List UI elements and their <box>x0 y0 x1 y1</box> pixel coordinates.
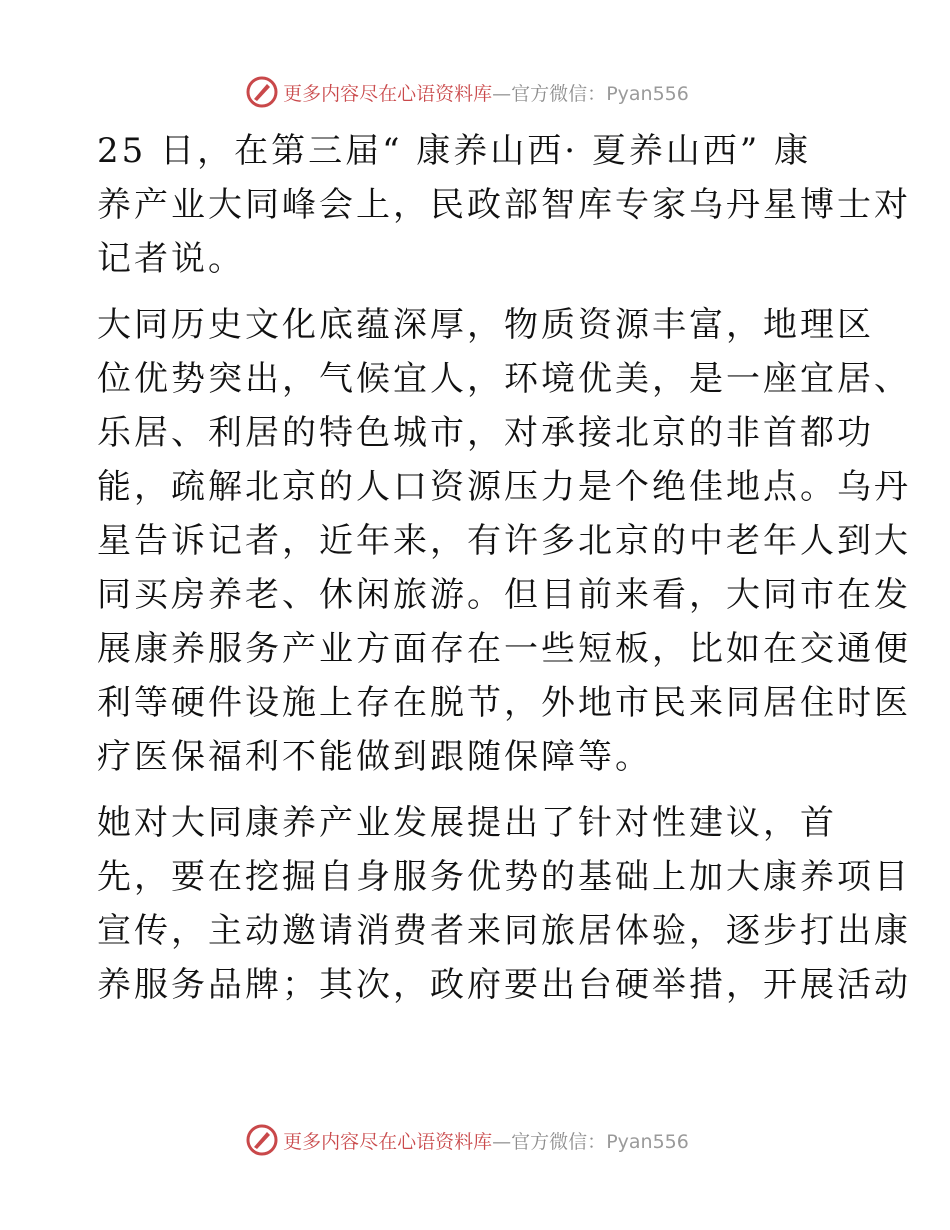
text-line: 利等硬件设施上存在脱节，外地市民来同居住时医 <box>97 683 911 723</box>
text-line: 星告诉记者，近年来，有许多北京的中老年人到大 <box>97 521 911 561</box>
watermark-main-text: 更多内容尽在心语资料库 <box>283 1130 493 1153</box>
text-line: 养产业大同峰会上，民政部智库专家乌丹星博士对 <box>97 185 911 225</box>
watermark-row <box>245 1123 689 1157</box>
text-line: 她对大同康养产业发展提出了针对性建议，首 <box>97 803 837 843</box>
text-line: 25 日，在第三届“ 康养山西· 夏养山西” 康 <box>97 131 812 171</box>
brush-logo-icon <box>245 1123 279 1157</box>
footer-watermark <box>0 1120 950 1160</box>
watermark-main-text: 更多内容尽在心语资料库 <box>283 82 493 105</box>
text-line: 先，要在挖掘自身服务优势的基础上加大康养项目 <box>97 857 911 897</box>
text-line: 养服务品牌；其次，政府要出台硬举措，开展活动 <box>97 965 911 1005</box>
watermark-dash: — <box>492 1130 512 1153</box>
text-line: 宣传，主动邀请消费者来同旅居体验，逐步打出康 <box>97 911 911 951</box>
watermark-row <box>245 75 689 109</box>
watermark-wechat-id: Pyan556 <box>606 1130 689 1153</box>
text-line: 位优势突出，气候宜人，环境优美，是一座宜居、 <box>97 359 911 399</box>
brush-logo-icon <box>245 75 279 109</box>
text-line: 能，疏解北京的人口资源压力是个绝佳地点。乌丹 <box>97 467 911 507</box>
text-line: 展康养服务产业方面存在一些短板，比如在交通便 <box>97 629 911 669</box>
paragraph-2 <box>97 298 911 784</box>
text-line: 记者说。 <box>97 239 245 279</box>
paragraph-3 <box>97 796 911 1012</box>
watermark-wechat-id: Pyan556 <box>606 82 689 105</box>
watermark-official-label: 官方微信： <box>511 82 607 105</box>
document-body <box>97 124 911 1012</box>
watermark-official-label: 官方微信： <box>511 1130 607 1153</box>
paragraph-1 <box>97 124 911 286</box>
text-line: 大同历史文化底蕴深厚，物质资源丰富，地理区 <box>97 305 874 345</box>
header-watermark <box>0 72 950 112</box>
text-line: 同买房养老、休闲旅游。但目前来看，大同市在发 <box>97 575 911 615</box>
text-line: 疗医保福利不能做到跟随保障等。 <box>97 737 652 777</box>
watermark-dash: — <box>492 82 512 105</box>
text-line: 乐居、利居的特色城市，对承接北京的非首都功 <box>97 413 874 453</box>
